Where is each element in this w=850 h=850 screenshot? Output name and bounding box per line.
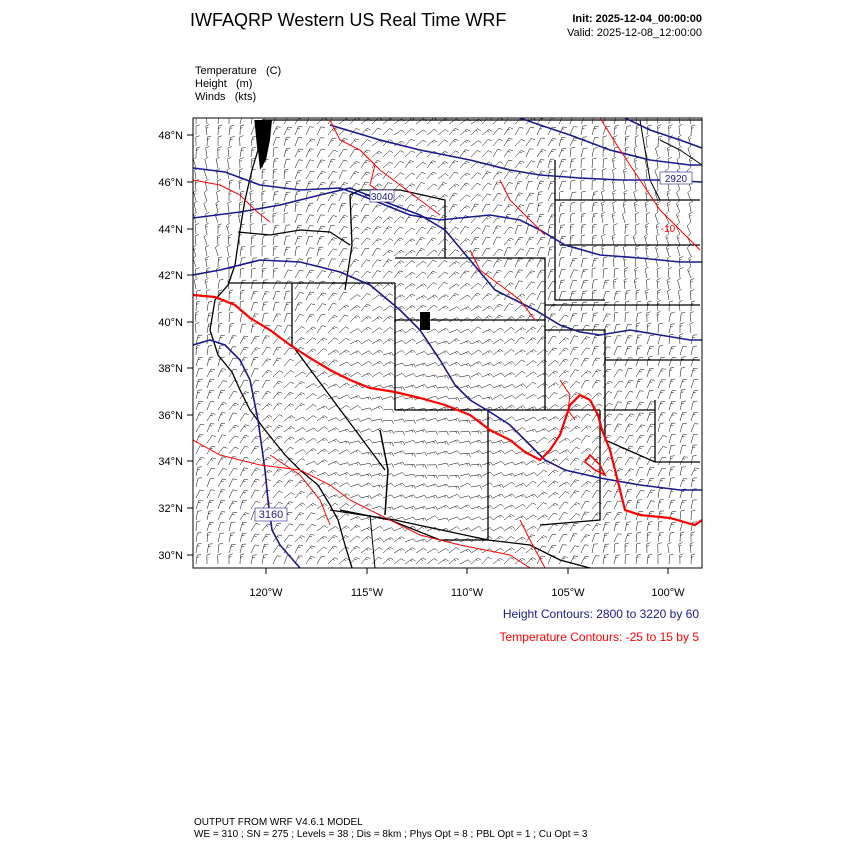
map-title: IWFAQRP Western US Real Time WRF bbox=[190, 10, 507, 30]
svg-text:36°N: 36°N bbox=[158, 410, 183, 422]
contour-label-height-3160 bbox=[255, 508, 287, 521]
latitude-axis bbox=[158, 130, 193, 562]
lat-tick-32 bbox=[158, 503, 193, 515]
svg-text:3040: 3040 bbox=[370, 192, 394, 203]
svg-text:110°W: 110°W bbox=[450, 587, 484, 599]
svg-text:44°N: 44°N bbox=[158, 224, 183, 236]
lon-tick-100 bbox=[651, 568, 685, 599]
contour-label-height-3040 bbox=[370, 190, 394, 203]
svg-text:2920: 2920 bbox=[664, 174, 688, 185]
svg-text:-10: -10 bbox=[660, 224, 676, 235]
map-plot-area bbox=[193, 113, 702, 568]
svg-text:40°N: 40°N bbox=[158, 317, 183, 329]
lat-tick-42 bbox=[158, 270, 193, 282]
model-info-footer bbox=[194, 817, 587, 841]
model-config: WE = 310 ; SN = 275 ; Levels = 38 ; Dis = 8km ; Phys Opt = 8 ; PBL Opt = 1 ; Cu Opt = 3 bbox=[194, 829, 588, 840]
svg-text:30°N: 30°N bbox=[158, 550, 183, 562]
lat-tick-38 bbox=[158, 363, 193, 375]
svg-text:46°N: 46°N bbox=[158, 177, 183, 189]
lon-tick-110 bbox=[451, 568, 484, 599]
init-time: Init: 2025-12-04_00:00:00 bbox=[572, 13, 702, 25]
field-winds: Winds (kts) bbox=[195, 91, 257, 103]
lon-tick-120 bbox=[249, 568, 283, 599]
lon-tick-105 bbox=[551, 568, 585, 599]
lat-tick-36 bbox=[158, 410, 193, 422]
field-height: Height (m) bbox=[195, 78, 253, 90]
lat-tick-34 bbox=[158, 456, 193, 468]
svg-text:48°N: 48°N bbox=[158, 130, 183, 142]
height-contour-3040 bbox=[193, 188, 702, 340]
puget-sound bbox=[255, 120, 430, 330]
svg-text:32°N: 32°N bbox=[158, 503, 183, 515]
contour-label-height-2920 bbox=[660, 172, 692, 185]
svg-text:115°W: 115°W bbox=[350, 587, 384, 599]
valid-time: Valid: 2025-12-08_12:00:00 bbox=[567, 27, 702, 39]
model-version: OUTPUT FROM WRF V4.6.1 MODEL bbox=[194, 817, 363, 828]
svg-text:105°W: 105°W bbox=[551, 587, 585, 599]
lat-tick-46 bbox=[158, 177, 193, 189]
lon-tick-115 bbox=[351, 568, 384, 599]
lat-tick-30 bbox=[158, 550, 193, 562]
lat-tick-44 bbox=[158, 224, 193, 236]
temperature-contour-legend: Temperature Contours: -25 to 15 by 5 bbox=[499, 630, 699, 644]
height-contour-2980 bbox=[193, 168, 702, 262]
height-contour-legend: Height Contours: 2800 to 3220 by 60 bbox=[502, 607, 699, 621]
svg-text:100°W: 100°W bbox=[651, 587, 685, 599]
lat-tick-48 bbox=[158, 130, 193, 142]
field-temperature: Temperature (C) bbox=[195, 65, 282, 77]
contour-label-temp bbox=[661, 224, 676, 235]
svg-text:34°N: 34°N bbox=[158, 456, 183, 468]
svg-text:3160: 3160 bbox=[258, 509, 284, 521]
lat-tick-40 bbox=[158, 317, 193, 329]
svg-text:38°N: 38°N bbox=[158, 363, 183, 375]
svg-text:120°W: 120°W bbox=[249, 587, 283, 599]
longitude-axis bbox=[249, 568, 685, 599]
svg-text:42°N: 42°N bbox=[158, 270, 183, 282]
